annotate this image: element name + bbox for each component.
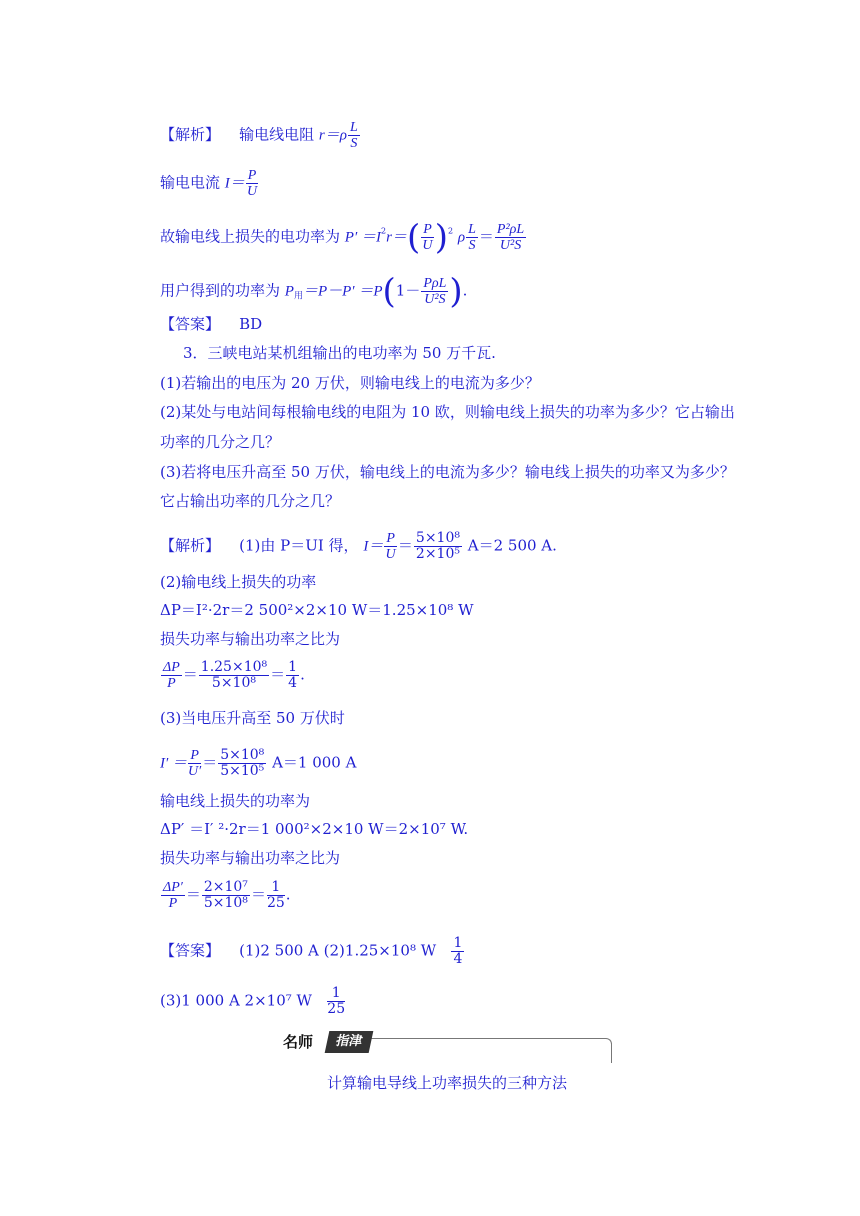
fraction-den: 2×10⁵ — [415, 546, 460, 562]
period: . — [285, 885, 291, 904]
solution-1-line — [160, 531, 557, 562]
solution-2-ratio — [160, 660, 305, 691]
current-line — [160, 168, 259, 199]
r-symbol: r＝ — [386, 229, 407, 246]
fraction — [414, 531, 462, 562]
tag-label-a: 名师 — [283, 1031, 329, 1053]
fraction-den: U²S — [424, 292, 446, 307]
fraction-den: U²S — [499, 238, 522, 253]
fraction — [384, 531, 397, 562]
fraction-num: ΔP′ — [163, 880, 183, 895]
question-part-3-cont: 它占输出功率的几分之几？ — [160, 492, 341, 510]
analysis-label: 【解析】 — [160, 125, 221, 144]
tips-box-title: 计算输电导线上功率损失的三种方法 — [326, 1074, 567, 1092]
fraction — [466, 222, 478, 253]
equals: ＝ — [250, 885, 266, 904]
equals: ＝ — [202, 753, 218, 772]
analysis-label: 【解析】 — [160, 536, 221, 555]
fraction-num: P — [423, 222, 432, 237]
p-symbol: P — [284, 283, 294, 300]
fraction-num: P — [386, 531, 395, 546]
solution-3-ratio-text: 损失功率与输出功率之比为 — [160, 849, 341, 867]
solution-2-equation: ΔP＝I²·2r＝2 500²×2×10 W＝1.25×10⁸ W — [160, 601, 474, 619]
resistance-symbol: r＝ρ — [318, 127, 347, 144]
loss-power-line — [160, 217, 527, 258]
current-symbol: I＝ — [363, 538, 384, 555]
solution-3-loss-text: 输电线上损失的功率为 — [160, 792, 311, 810]
result: A＝1 000 A — [267, 753, 357, 772]
right-paren: ) — [449, 271, 463, 312]
user-power-line — [160, 271, 468, 312]
solution-3-loss-equation: ΔP′ ＝I′ ²·2r＝1 000²×2×10 W＝2×10⁷ W. — [160, 820, 469, 838]
fraction-num: P²ρL — [496, 222, 525, 237]
fraction-den: P — [167, 676, 176, 691]
current-symbol: I＝ — [224, 175, 245, 192]
left-paren: ( — [382, 271, 396, 312]
fraction-den: 4 — [453, 951, 463, 967]
question-part-2: (2)某处与电站间每根输电线的电阻为 10 欧，则输电线上损失的功率为多少？它占输出 — [160, 403, 735, 421]
loss-text: 故输电线上损失的电功率为 — [160, 227, 341, 246]
question-part-2-cont: 功率的几分之几？ — [160, 433, 281, 451]
answer-text: BD — [239, 315, 263, 333]
fraction-den: U — [422, 238, 433, 253]
loss-symbol: P′ ＝I — [344, 229, 381, 246]
fraction — [161, 880, 185, 911]
fraction — [218, 748, 266, 779]
fraction-num: 1 — [267, 880, 285, 896]
fraction-den: 5×10⁸ — [203, 895, 248, 911]
fraction-num: PρL — [423, 276, 447, 291]
tag-label-b: 指津 — [325, 1031, 374, 1053]
equals: ＝ — [397, 536, 413, 555]
equation: ＝P－P′ ＝P — [302, 283, 383, 300]
equals: ＝ — [270, 665, 286, 684]
fraction-den: P — [168, 896, 178, 911]
current-symbol: I′ ＝ — [160, 755, 188, 772]
fraction-num: P — [188, 748, 201, 764]
solution-3-current — [160, 748, 356, 779]
fraction-num: ΔP — [163, 660, 180, 675]
fraction — [286, 660, 299, 691]
current-text: 输电电流 — [160, 173, 221, 192]
fraction-num: 1 — [288, 659, 298, 675]
period: . — [462, 281, 468, 300]
left-paren: ( — [406, 217, 421, 258]
fraction — [495, 222, 526, 253]
fraction-num: 2×10⁷ — [203, 879, 248, 895]
fraction-den: S — [468, 238, 476, 253]
fraction-den: S — [350, 136, 358, 151]
subscript: 用 — [293, 291, 303, 302]
one-minus: 1－ — [395, 281, 421, 300]
answer-line — [160, 314, 262, 334]
solution-2-ratio-text: 损失功率与输出功率之比为 — [160, 630, 341, 648]
fraction-num: 5×10⁸ — [415, 530, 460, 546]
fraction — [421, 222, 434, 253]
fraction-den: U — [385, 547, 396, 562]
solution-text: (1)由 P＝UI 得， — [239, 536, 359, 555]
fraction-num: 1 — [453, 935, 463, 951]
answer-label: 【答案】 — [160, 315, 221, 333]
answer-label: 【答案】 — [160, 941, 221, 960]
tips-box-tag — [283, 1031, 383, 1053]
fraction — [199, 660, 269, 691]
equals: ＝ — [478, 227, 494, 246]
fraction — [246, 168, 259, 199]
answer-text: (1)2 500 A (2)1.25×10⁸ W — [239, 941, 437, 960]
solution-3-title: (3)当电压升高至 50 万伏时 — [160, 709, 345, 727]
fraction-num: 5×10⁸ — [220, 747, 265, 763]
fraction-num: 1 — [327, 986, 345, 1002]
fraction — [267, 880, 285, 911]
fraction-den: 4 — [288, 675, 298, 691]
answer-text: (3)1 000 A 2×10⁷ W — [160, 991, 312, 1010]
fraction-num: 1.25×10⁸ — [200, 659, 268, 675]
fraction — [451, 936, 464, 967]
period: . — [300, 665, 305, 684]
fraction — [188, 748, 201, 779]
fraction-num: L — [349, 120, 358, 135]
fraction — [348, 120, 360, 151]
fraction — [327, 986, 345, 1017]
equals: ＝ — [185, 885, 201, 904]
fraction-den: 25 — [266, 895, 285, 911]
rho-symbol: ρ — [457, 229, 466, 246]
superscript: 2 — [448, 226, 454, 236]
fraction-den: U — [247, 184, 258, 199]
analysis-line-resistance — [160, 120, 361, 151]
answer-3-line — [160, 986, 346, 1017]
fraction-den: 5×10⁵ — [220, 763, 265, 779]
resistance-text: 输电线电阻 — [239, 125, 315, 144]
superscript: 2 — [381, 226, 387, 236]
equals: ＝ — [182, 665, 198, 684]
right-paren: ) — [434, 217, 449, 258]
result: A＝2 500 A. — [462, 536, 557, 555]
answer-2-line — [160, 936, 465, 967]
question-part-3: (3)若将电压升高至 50 万伏，输电线上的电流为多少？输电线上损失的功率又为多少？ — [160, 463, 735, 481]
user-power-text: 用户得到的功率为 — [160, 281, 281, 300]
fraction-den: 25 — [327, 1001, 346, 1017]
solution-2-title: (2)输电线上损失的功率 — [160, 573, 317, 591]
fraction-den: U′ — [188, 764, 202, 779]
fraction — [421, 276, 448, 307]
fraction-den: 5×10⁸ — [211, 675, 256, 691]
question-title: 3．三峡电站某机组输出的电功率为 50 万千瓦. — [183, 344, 496, 362]
solution-3-ratio — [160, 880, 291, 911]
fraction — [161, 660, 182, 691]
question-part-1: (1)若输出的电压为 20 万伏，则输电线上的电流为多少？ — [160, 374, 540, 392]
fraction-num: L — [468, 222, 476, 237]
fraction-num: P — [247, 168, 257, 183]
fraction — [202, 880, 250, 911]
